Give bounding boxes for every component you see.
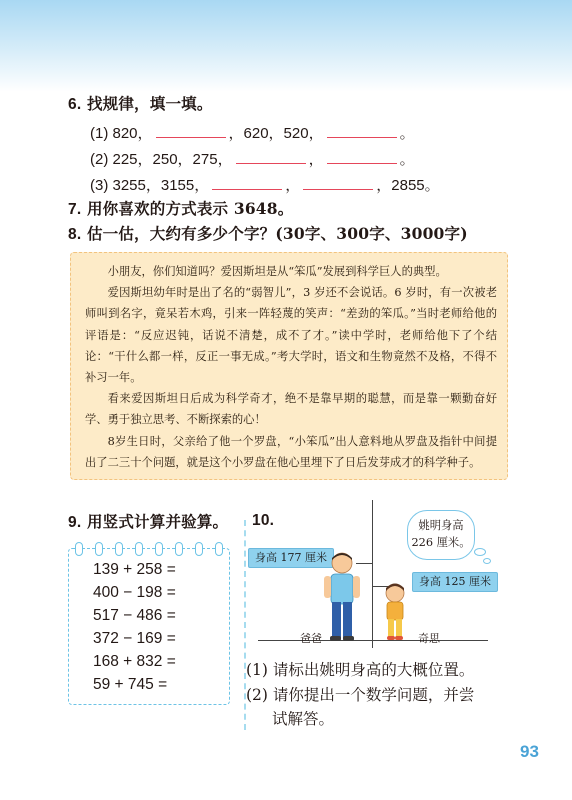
q6-row3-mid: ， — [285, 177, 301, 194]
kid-figure — [380, 582, 410, 642]
q7-text: 用你喜欢的方式表示 3648。 — [86, 199, 294, 218]
q10-title — [252, 510, 274, 530]
calc-item: 517 − 486 = — [93, 607, 176, 624]
q9-title — [68, 510, 228, 532]
q6-row3-end: ，2855。 — [376, 177, 440, 194]
calculation-card — [68, 548, 230, 705]
ring-icon — [175, 542, 183, 556]
spiral-binding — [75, 542, 223, 554]
story-paragraph: 看来爱因斯坦日后成为科学奇才，绝不是靠早期的聪慧，而是靠一颗勤奋好学、勇于独立思考、不断探索的心！ — [85, 392, 497, 427]
q6-row2-end: 。 — [399, 151, 415, 168]
bubble-tail-dot — [474, 548, 486, 556]
answer-blank[interactable] — [327, 149, 397, 164]
ring-icon — [195, 542, 203, 556]
calc-item: 139 + 258 = — [93, 561, 176, 578]
q6-row2-prefix: (2) 225，250，275， — [90, 151, 233, 168]
q10-number: 10. — [252, 512, 275, 529]
bubble-line: 226 厘米。 — [411, 536, 471, 549]
dad-label: 爸爸 — [300, 632, 322, 645]
calc-item: 400 − 198 = — [93, 584, 176, 601]
ring-icon — [135, 542, 143, 556]
calc-item: 59 + 745 = — [93, 676, 168, 693]
q6-row2 — [90, 148, 415, 169]
page-number: 93 — [520, 742, 539, 761]
q6-number: 6. — [68, 96, 82, 113]
q8-text: 估一估，大约有多少个字？(30字、300字、3000字) — [86, 224, 468, 243]
answer-blank[interactable] — [212, 175, 282, 190]
ring-icon — [215, 542, 223, 556]
ring-icon — [115, 542, 123, 556]
q6-row3-prefix: (3) 3255，3155， — [90, 177, 210, 194]
story-box — [70, 252, 508, 480]
q6-title — [68, 92, 213, 114]
story-paragraph: 8岁生日时，父亲给了他一个罗盘，“小笨瓜”出人意料地从罗盘及指针中间提出了二三十个问题，就是这个小罗盘在他心里埋下了日后发芽成才的科学种子。 — [85, 434, 497, 469]
q6-row3 — [90, 174, 440, 195]
q6-row1-end: 。 — [399, 125, 415, 142]
kid-label: 奇思 — [418, 632, 440, 645]
q10-ask-2: (2) 请你提出一个数学问题，并尝 — [246, 686, 475, 704]
speech-bubble — [407, 510, 475, 560]
ring-icon — [155, 542, 163, 556]
ring-icon — [95, 542, 103, 556]
dad-height-tag: 身高 177 厘米 — [248, 548, 334, 568]
q10-ask-2-cont: 试解答。 — [272, 710, 335, 728]
q8-title — [68, 222, 468, 244]
kid-height-tag: 身高 125 厘米 — [412, 572, 498, 592]
answer-blank[interactable] — [156, 123, 226, 138]
q7-number: 7. — [68, 201, 82, 218]
answer-blank[interactable] — [327, 123, 397, 138]
story-paragraph: 小朋友，你们知道吗？爱因斯坦是从“笨瓜”发展到科学巨人的典型。 — [107, 265, 447, 278]
dad-figure — [318, 550, 366, 642]
ground-line — [258, 640, 488, 641]
bubble-tail-dot — [483, 558, 491, 564]
height-axis-line — [372, 500, 373, 648]
q6-row1-mid: ，620，520， — [228, 125, 324, 142]
q9-number: 9. — [68, 514, 82, 531]
q6-row2-mid: ， — [308, 151, 324, 168]
answer-blank[interactable] — [236, 149, 306, 164]
q9-title-text: 用竖式计算并验算。 — [86, 512, 229, 531]
ring-icon — [75, 542, 83, 556]
calc-item: 372 − 169 = — [93, 630, 176, 647]
header-band — [0, 0, 572, 92]
calc-item: 168 + 832 = — [93, 653, 176, 670]
q10-ask-1: (1) 请标出姚明身高的大概位置。 — [246, 661, 475, 679]
q7-title — [68, 197, 293, 219]
bubble-line: 姚明身高 — [418, 519, 464, 532]
q6-title-text: 找规律，填一填。 — [86, 94, 213, 113]
q6-row1-prefix: (1) 820， — [90, 125, 153, 142]
q8-number: 8. — [68, 226, 82, 243]
q6-row1 — [90, 122, 415, 143]
story-paragraph: 爱因斯坦幼年时是出了名的“弱智儿”，3 岁还不会说话。6 岁时，有一次被老师叫到名字，竟呆若木鸡，引来一阵轻蔑的笑声：“差劲的笨瓜。”当时老师给他的评语是：“反应迟钝，话说不清楚，成不了才。”读中学时，老师给他下了个结论：“干什么都一样，反正一事无成。”考大学时，语文和生物竟然不及格，不得不补习一年。 — [85, 286, 497, 385]
answer-blank[interactable] — [303, 175, 373, 190]
